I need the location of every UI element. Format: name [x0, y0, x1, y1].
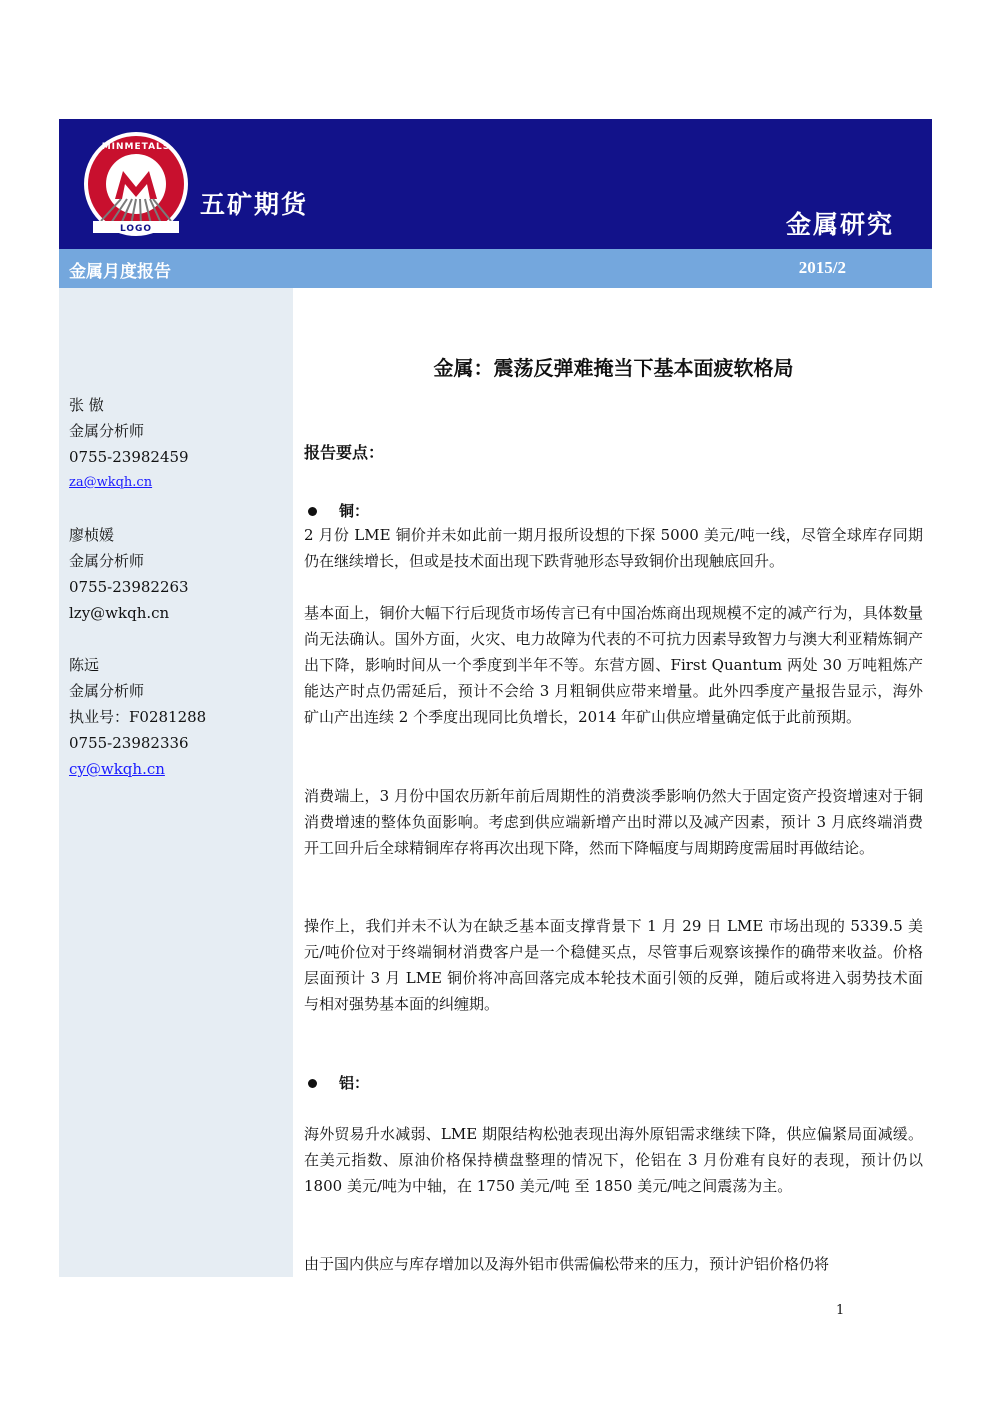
- paragraph: 操作上，我们并未不认为在缺乏基本面支撑背景下 1 月 29 日 LME 市场出现的 5339.5 美元/吨价位对于终端铜材消费客户是一个稳健买点，尽管事后观察该操作的确带来收益。价格层面预计 3 月 LME 铜价将冲高回落完成本轮技术面引领的反弹，随后或将进入弱势技术面与相对强势基本面的纠缠期。: [304, 917, 923, 1013]
- report-type: 金属月度报告: [69, 262, 171, 282]
- logo-lettering-top: MINMETALS: [101, 142, 171, 152]
- analyst-card: [69, 392, 189, 496]
- analyst-title: 金属分析师: [69, 682, 145, 700]
- minmetals-logo: [81, 129, 191, 239]
- logo-lettering: LOGO: [119, 224, 153, 234]
- analyst-title: 金属分析师: [69, 422, 145, 440]
- report-header: [59, 119, 932, 249]
- report-date: 2015/2: [798, 258, 846, 277]
- analyst-title: 金属分析师: [69, 552, 145, 570]
- paragraph: 海外贸易升水减弱、LME 期限结构松弛表现出海外原铝需求继续下降，供应偏紧局面减缓。在美元指数、原油价格保持横盘整理的情况下，伦铝在 3 月份难有良好的表现，预计仍以 1800 美元/吨为中轴，在 1750 美元/吨 至 1850 美元/吨之间震荡为主。: [304, 1125, 923, 1195]
- analyst-name: 廖桢媛: [69, 526, 115, 544]
- section-title: 金属研究: [785, 210, 894, 239]
- report-title: 金属：震荡反弹难掩当下基本面疲软格局: [433, 356, 794, 380]
- paragraph: 2 月份 LME 铜价并未如此前一期月报所设想的下探 5000 美元/吨一线，尽管全球库存同期仍在继续增长，但或是技术面出现下跌背驰形态导致铜价出现触底回升。: [304, 526, 923, 570]
- copper-heading: [304, 500, 369, 521]
- analyst-phone: 0755-23982336: [69, 734, 189, 752]
- report-info-bar: [59, 249, 932, 288]
- analyst-email-link[interactable]: za@wkqh.cn: [69, 475, 153, 490]
- analyst-phone: 0755-23982263: [69, 578, 189, 596]
- aluminum-heading-label: 铝：: [339, 1074, 370, 1092]
- analyst-name: 张 傲: [69, 396, 104, 414]
- copper-heading-label: 铜：: [339, 502, 370, 520]
- bullet-icon: [308, 1079, 317, 1088]
- analyst-license: 执业号：F0281288: [69, 708, 207, 726]
- analyst-card: [69, 652, 206, 782]
- company-name: 五矿期货: [200, 190, 309, 219]
- paragraph: 由于国内供应与库存增加以及海外铝市供需偏松带来的压力，预计沪铝价格仍将: [304, 1255, 830, 1273]
- bullet-icon: [308, 507, 317, 516]
- analyst-card: [69, 522, 189, 626]
- key-points-heading: 报告要点：: [304, 443, 385, 462]
- paragraph: 基本面上，铜价大幅下行后现货市场传言已有中国冶炼商出现规模不定的减产行为，具体数量尚无法确认。国外方面，火灾、电力故障为代表的不可抗力因素导致智力与澳大利亚精炼铜产出下降，影响时间从一个季度到半年不等。东营方圆、First Quantum 两处 30 万吨粗炼产能达产时点仍需延后，预计不会给 3 月粗铜供应带来增量。此外四季度产量报告显示，海外矿山产出连续 2 个季度出现同比负增长，2014 年矿山供应增量确定低于此前预期。: [304, 604, 923, 726]
- aluminum-heading: [304, 1072, 369, 1093]
- analyst-sidebar: [59, 288, 293, 1277]
- analyst-phone: 0755-23982459: [69, 448, 189, 466]
- analyst-name: 陈远: [69, 656, 100, 674]
- analyst-email-link[interactable]: cy@wkqh.cn: [69, 760, 165, 778]
- page-number: 1: [836, 1303, 845, 1318]
- analyst-email: lzy@wkqh.cn: [69, 604, 170, 622]
- paragraph: 消费端上，3 月份中国农历新年前后周期性的消费淡季影响仍然大于固定资产投资增速对于铜消费增速的整体负面影响。考虑到供应端新增产出时滞以及减产因素，预计 3 月底终端消费开工回升后全球精铜库存将再次出现下降，然而下降幅度与周期跨度需届时再做结论。: [304, 787, 923, 857]
